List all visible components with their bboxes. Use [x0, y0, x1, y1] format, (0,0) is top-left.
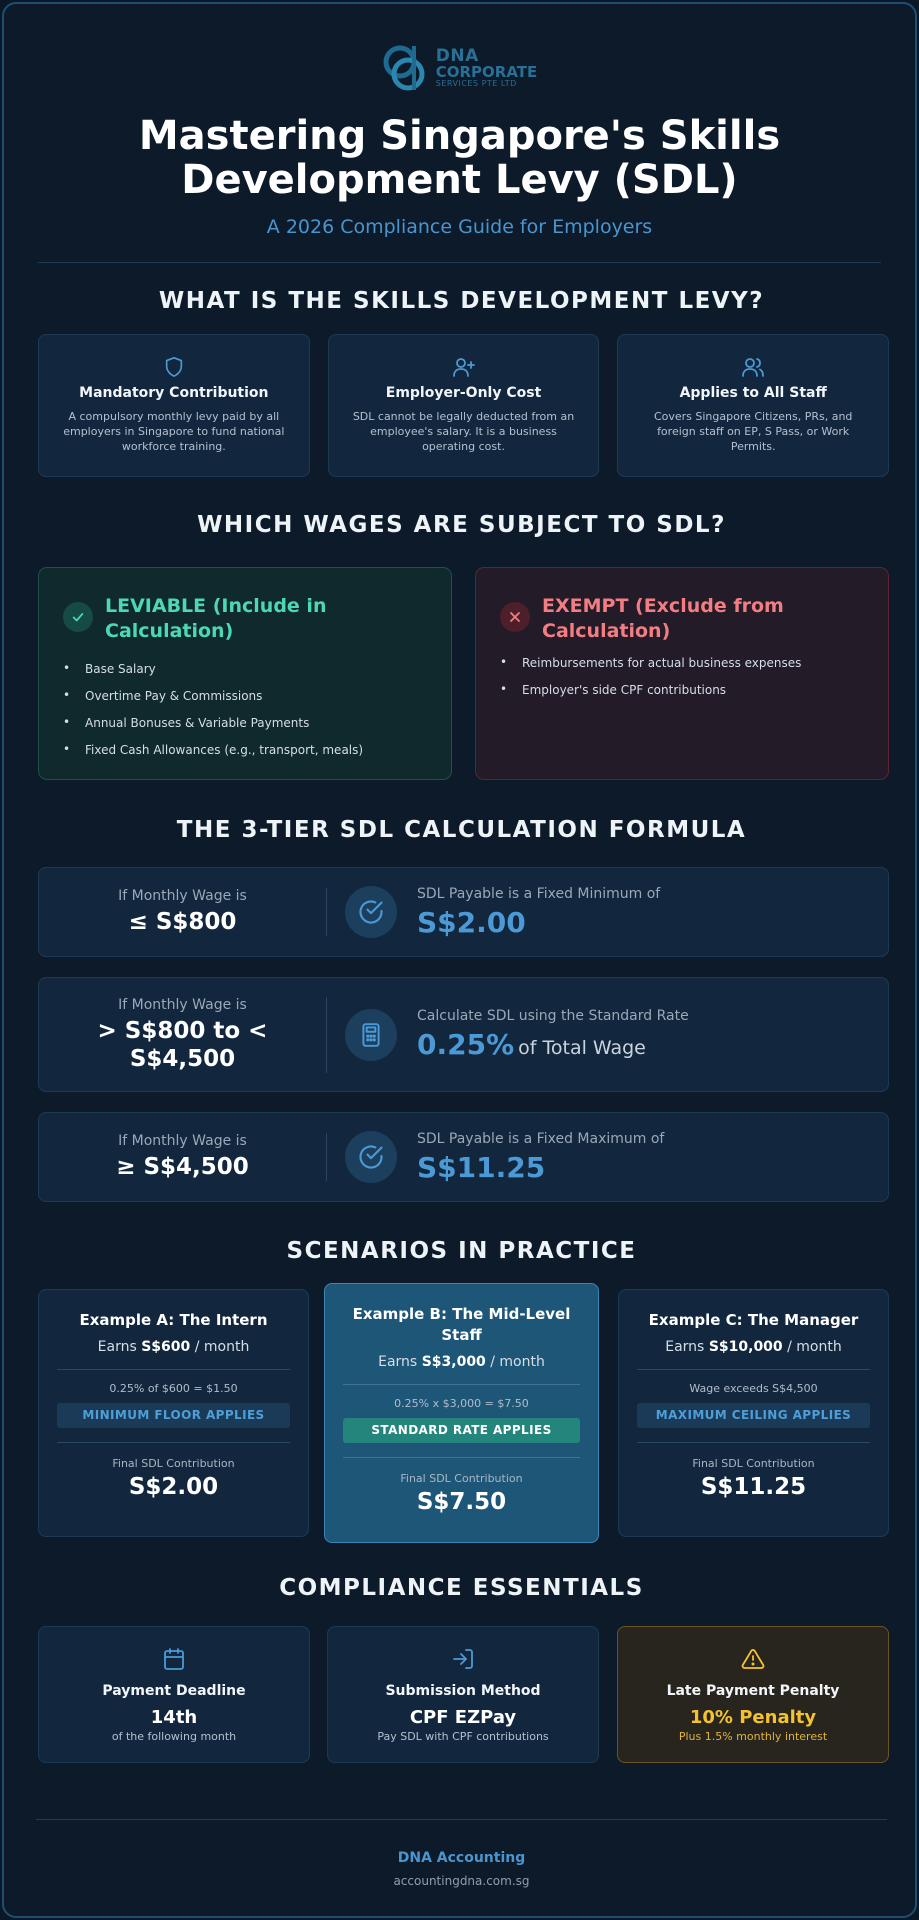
- earns-prefix: Earns: [665, 1339, 705, 1355]
- list-item: • Overtime Pay & Commissions: [63, 689, 427, 716]
- login-icon: [328, 1647, 598, 1671]
- list-item: • Fixed Cash Allowances (e.g., transport, meals): [63, 743, 427, 770]
- tier-result-number: S$2.00: [417, 905, 526, 939]
- footer-site-link[interactable]: accountingdna.com.sg: [393, 1874, 530, 1888]
- compliance-note: Pay SDL with CPF contributions: [377, 1730, 549, 1743]
- leviable-box: [38, 567, 452, 780]
- calculator-icon: [345, 1009, 397, 1061]
- tier-2: [38, 977, 889, 1092]
- check-circle-icon: [345, 886, 397, 938]
- scenario-final-label: Final SDL Contribution: [692, 1457, 815, 1470]
- check-circle-icon: [345, 1131, 397, 1183]
- compliance-card-deadline: [38, 1626, 310, 1763]
- tier-divider: [326, 1133, 327, 1181]
- scenario-earns: [343, 1354, 580, 1370]
- earns-amount: S$3,000: [421, 1354, 486, 1370]
- logo: [382, 38, 538, 98]
- tier-condition-value: > S$800 to < S$4,500: [97, 1017, 268, 1072]
- scenario-earns: [57, 1339, 290, 1355]
- compliance-value: CPF EZPay: [409, 1707, 517, 1728]
- info-card-mandatory: [38, 334, 310, 477]
- earns-amount: S$600: [141, 1339, 191, 1355]
- tier-result-suffix: of Total Wage: [518, 1037, 646, 1059]
- users-icon: [636, 355, 870, 379]
- compliance-title: Payment Deadline: [102, 1683, 246, 1699]
- compliance-value: 14th: [150, 1707, 198, 1728]
- info-card-employer-only: [328, 334, 600, 477]
- check-icon: [63, 602, 93, 632]
- tier-condition-value: ≥ S$4,500: [116, 1154, 249, 1180]
- tier-3: [38, 1112, 889, 1202]
- compliance-card-penalty: [617, 1626, 889, 1763]
- logo-line-3: SERVICES PTE LTD: [435, 79, 517, 88]
- scenario-final-label: Final SDL Contribution: [400, 1472, 523, 1485]
- dna-logo-icon: [382, 40, 430, 96]
- scenario-calc: Wage exceeds S$4,500: [689, 1382, 818, 1395]
- tier-1: [38, 867, 889, 957]
- footer-brand: DNA Accounting: [397, 1850, 526, 1866]
- footer: [4, 1850, 917, 1888]
- scenario-final-label: Final SDL Contribution: [112, 1457, 235, 1470]
- tier-result-number: S$11.25: [417, 1150, 546, 1184]
- tier-condition-label: If Monthly Wage is: [118, 996, 247, 1013]
- wages-heading: WHICH WAGES ARE SUBJECT TO SDL?: [197, 512, 726, 538]
- infographic-frame: [2, 2, 917, 1918]
- scenario-tag: MAXIMUM CEILING APPLIES: [637, 1403, 870, 1428]
- footer-divider: [36, 1819, 887, 1820]
- compliance-card-submission: [327, 1626, 599, 1763]
- scenario-card-a: [38, 1289, 309, 1537]
- compliance-title: Late Payment Penalty: [666, 1683, 840, 1699]
- page-title: Mastering Singapore's Skills Development Levy (SDL): [138, 113, 781, 203]
- scenario-final-value: S$11.25: [700, 1474, 807, 1500]
- scenario-card-c: [618, 1289, 889, 1537]
- list-item: • Employer's side CPF contributions: [500, 683, 864, 710]
- list-item: • Reimbursements for actual business expenses: [500, 656, 864, 683]
- header: [4, 4, 915, 238]
- scenario-earns: [637, 1339, 870, 1355]
- tier-result-value: [417, 1151, 664, 1184]
- scenario-title: Example A: The Intern: [79, 1311, 268, 1329]
- scenario-card-b: [324, 1283, 599, 1543]
- earns-suffix: / month: [490, 1354, 545, 1370]
- scenarios-heading: SCENARIOS IN PRACTICE: [286, 1238, 637, 1264]
- page-subtitle: A 2026 Compliance Guide for Employers: [266, 216, 653, 238]
- tier-result-label: Calculate SDL using the Standard Rate: [417, 1008, 689, 1024]
- scenario-final-value: S$2.00: [128, 1474, 219, 1500]
- exempt-title: EXEMPT (Exclude from Calculation): [542, 595, 784, 642]
- scenario-divider: [343, 1457, 580, 1458]
- earns-suffix: / month: [787, 1339, 842, 1355]
- logo-line-1: DNA: [435, 46, 479, 66]
- calendar-icon: [39, 1647, 309, 1671]
- info-card-title: Applies to All Staff: [679, 385, 827, 401]
- compliance-note: Plus 1.5% monthly interest: [678, 1730, 828, 1743]
- tier-result-value: [417, 906, 660, 939]
- list-item: • Annual Bonuses & Variable Payments: [63, 716, 427, 743]
- compliance-value: 10% Penalty: [689, 1707, 817, 1728]
- scenario-tag: STANDARD RATE APPLIES: [343, 1418, 580, 1443]
- what-is-cards: [38, 334, 889, 477]
- tier-result-label: SDL Payable is a Fixed Minimum of: [417, 885, 661, 902]
- tier-condition-label: If Monthly Wage is: [118, 888, 247, 904]
- info-card-text: Covers Singapore Citizens, PRs, and foreign staff on EP, S Pass, or Work Permits.: [653, 410, 853, 453]
- scenario-calc: 0.25% x $3,000 = $7.50: [394, 1397, 529, 1410]
- compliance-heading: COMPLIANCE ESSENTIALS: [279, 1575, 644, 1601]
- tier-divider: [326, 888, 327, 936]
- scenario-divider: [637, 1369, 870, 1370]
- warning-icon: [618, 1647, 888, 1671]
- x-icon: [500, 602, 530, 632]
- leviable-list: [63, 662, 427, 770]
- earns-amount: S$10,000: [708, 1339, 783, 1355]
- tier-condition-value: ≤ S$800: [128, 909, 237, 935]
- tier-result-value: [417, 1028, 689, 1061]
- scenario-calc: 0.25% of $600 = $1.50: [109, 1382, 238, 1395]
- earns-prefix: Earns: [378, 1354, 418, 1370]
- info-card-text: SDL cannot be legally deducted from an employee's salary. It is a business operating cost.: [352, 410, 575, 453]
- tier-divider: [326, 997, 327, 1073]
- formula-heading: THE 3-TIER SDL CALCULATION FORMULA: [176, 817, 747, 843]
- info-card-title: Mandatory Contribution: [79, 385, 269, 401]
- compliance-note: of the following month: [111, 1730, 237, 1743]
- scenario-final-value: S$7.50: [416, 1489, 507, 1515]
- tier-condition-label: If Monthly Wage is: [118, 1133, 247, 1149]
- scenario-divider: [637, 1442, 870, 1443]
- leviable-title: LEVIABLE (Include in Calculation): [105, 595, 327, 642]
- logo-line-2: CORPORATE: [435, 63, 538, 81]
- list-item: • Base Salary: [63, 662, 427, 689]
- shield-icon: [57, 355, 291, 379]
- scenario-tag: MINIMUM FLOOR APPLIES: [57, 1403, 290, 1428]
- exempt-list: [500, 656, 864, 710]
- scenario-title: Example C: The Manager: [648, 1311, 859, 1329]
- tier-result-label: SDL Payable is a Fixed Maximum of: [417, 1130, 665, 1147]
- scenario-divider: [57, 1369, 290, 1370]
- earns-suffix: / month: [194, 1339, 250, 1355]
- what-is-heading: WHAT IS THE SKILLS DEVELOPMENT LEVY?: [158, 288, 765, 314]
- exempt-box: [475, 567, 889, 780]
- info-card-all-staff: [617, 334, 889, 477]
- user-plus-icon: [347, 355, 581, 379]
- scenario-divider: [57, 1442, 290, 1443]
- header-divider: [38, 262, 881, 263]
- tier-result-number: 0.25%: [417, 1028, 515, 1061]
- info-card-title: Employer-Only Cost: [385, 385, 542, 401]
- info-card-text: A compulsory monthly levy paid by all employers in Singapore to fund national workforce training.: [63, 410, 285, 453]
- earns-prefix: Earns: [97, 1339, 137, 1355]
- scenario-divider: [343, 1384, 580, 1385]
- compliance-title: Submission Method: [385, 1683, 541, 1699]
- scenario-title: Example B: The Mid-Level Staff: [352, 1305, 571, 1344]
